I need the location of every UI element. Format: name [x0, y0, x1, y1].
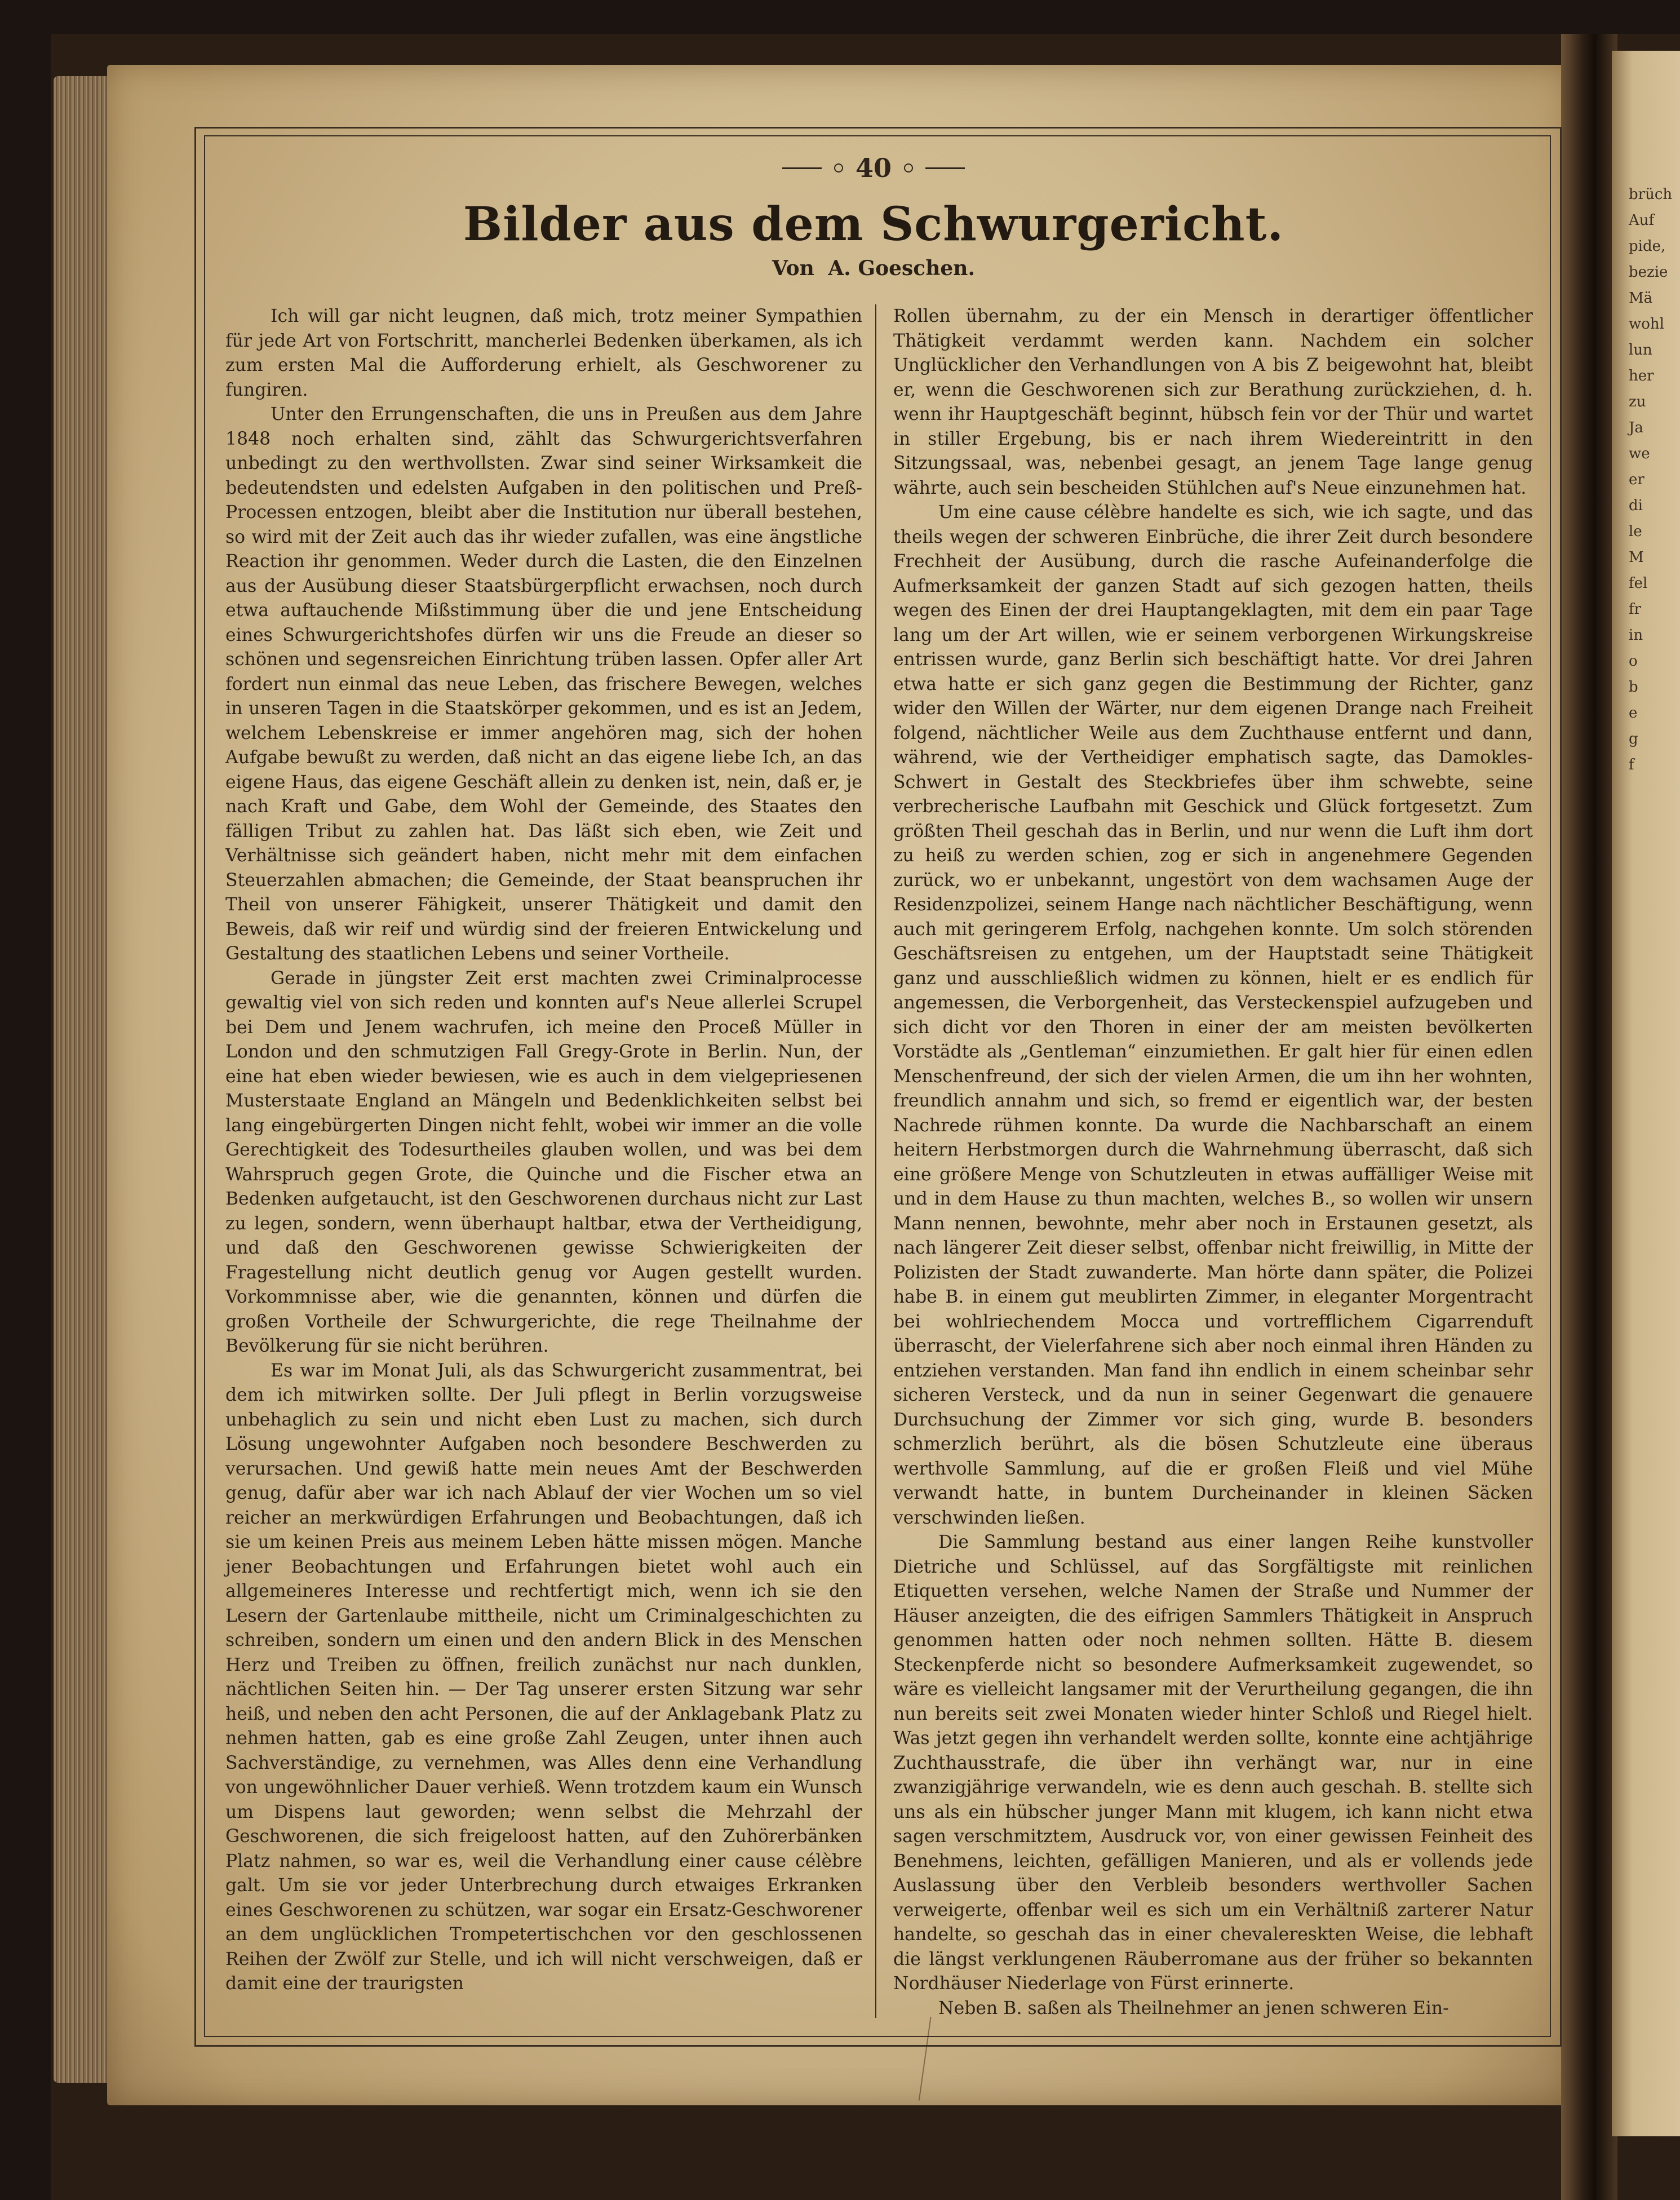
paragraph: Die Sammlung bestand aus einer langen Reihe kunstvoller Dietriche und Schlüssel, auf das Sorgfältigste mit reinlichen Etiquetten versehen, welche Namen der Straße und Nummer der Häuser anzeigten, die des eifrigen Sammlers Thätigkeit in Anspruch genommen hatten oder noch nehmen sollten. Hätte B. diesem Steckenpferde nicht so besondere Aufmerksamkeit zugewendet, so wäre es vielleicht langsamer mit der Verurtheilung gegangen, die ihn nun bereits seit zwei Monaten wieder hinter Schloß und Riegel hielt. Was jetzt gegen ihn verhandelt werden sollte, konnte eine achtjährige Zuchthausstrafe, die über ihn verhängt war, nur in eine zwanzigjährige verwandeln, wie es denn auch geschah. B. stellte sich uns als ein hübscher junger Mann mit klugem, ich kann nicht etwa sagen verschmitztem, Ausdruck vor, von einer gewissen Feinheit des Benehmens, leichten, gefälligen Manieren, und als er vollends jede Auslassung über den Verbleib besonders werthvoller Sachen verweigerte, offenbar weil es sich um ein Verhältniß zarterer Natur handelte, so geschah das in einer chevalereskten Weise, die lebhaft die längst verklungenen Räuberromane aus der früher so bekannten Nordhäuser Niederlage von Fürst erinnerte. — [893, 1532, 1533, 1994]
page-number: 40 — [855, 153, 892, 183]
next-page-fragment: pide, — [1629, 238, 1666, 255]
next-page-fragment: Mä — [1629, 290, 1653, 307]
header-ornament-left — [834, 163, 843, 172]
next-page-fragment: fel — [1629, 575, 1648, 592]
paragraph: Rollen übernahm, zu der ein Mensch in derartiger öffentlicher Thätigkeit verdammt werden kann. Nachdem ein solcher Unglücklicher den Verhandlungen von A bis Z beigewohnt hat, bleibt er, wenn die Geschworenen sich zur Berathung zurückziehen, d. h. wenn ihr Hauptgeschäft beginnt, hübsch fein vor der Thür und wartet in stiller Ergebung, bis er nach ihrem Wiedereintritt in den Sitzungssaal, was, nebenbei gesagt, an jenem Tage lange genug währte, auch sein bescheiden Stühlchen auf's Neue einzunehmen hat. — [893, 306, 1533, 498]
paragraph: Unter den Errungenschaften, die uns in Preußen aus dem Jahre 1848 noch erhalten sind, zählt das Schwurgerichtsverfahren unbedingt zu den werthvollsten. Zwar sind seiner Wirksamkeit die bedeutendsten und edelsten Aufgaben in den politischen und Preß-Processen entzogen, bleibt aber die Institution nur überall bestehen, so wird mit der Zeit auch das ihr wieder zufallen, was eine ängstliche Reaction ihr genommen. Weder durch die Lasten, die den Einzelnen aus der Ausübung dieser Staatsbürgerpflicht erwachsen, noch durch etwa auftauchende Mißstimmung über die und jene Entscheidung eines Schwurgerichtshofes dürfen wir uns die Freude an dieser so schönen und segensreichen Einrichtung trüben lassen. Opfer aller Art fordert nun einmal das neue Leben, das frischere Bewegen, welches in unseren Tagen in die Staatskörper gekommen, und es ist an Jedem, welchem Lebenskreise er immer angehören mag, sich der hohen Aufgabe bewußt zu werden, daß nicht an das eigene liebe Ich, an das eigene Haus, das eigene Geschäft allein zu denken ist, nein, daß er, je nach Kraft und Gabe, dem Wohl der Gemeinde, des Staates den fälligen Tribut zu zahlen hat. Das läßt sich eben, wie Zeit und Verhältnisse sich geändert haben, nicht mehr mit dem einfachen Steuerzahlen abmachen; die Gemeinde, der Staat beanspruchen ihr Theil von unserer Fähigkeit, unserer Thätigkeit und damit den Beweis, daß wir reif und würdig sind der freieren Entwickelung und Gestaltung des staatlichen Lebens und seiner Vortheile. — [225, 404, 862, 964]
paragraph: Gerade in jüngster Zeit erst machten zwei Criminalprocesse gewaltig viel von sich reden und konnten auf's Neue allerlei Scrupel bei Dem und Jenem wachrufen, ich meine den Proceß Müller in London und den schmutzigen Fall Gregy-Grote in Berlin. Nun, der eine hat eben wieder bewiesen, wie es auch in dem vielgepriesenen Musterstaate England an Mängeln und Bedenklichkeiten selbst bei lang eingebürgerten Dingen nicht fehlt, wobei wir immer an die volle Gerechtigkeit des Todesurtheiles glauben wollen, und was bei dem Wahrspruch gegen Grote, die Quinche und die Fischer etwa an Bedenken aufgetaucht, ist den Geschworenen durchaus nicht zur Last zu legen, sondern, wenn überhaupt haltbar, etwa der Vertheidigung, und daß den Geschworenen gewisse Schwierigkeiten der Fragestellung nicht deutlich genug vor Augen gestellt wurden. Vorkommnisse aber, wie die genannten, können und dürfen die großen Vortheile der Schwurgerichte, die rege Theilnahme der Bevölkerung für sie nicht berühren. — [225, 968, 862, 1356]
next-page-fragment: Ja — [1629, 419, 1643, 436]
next-page-fragment: M — [1629, 549, 1644, 566]
next-page-fragment: brüch — [1629, 186, 1673, 203]
next-page-fragment: o — [1629, 653, 1638, 670]
next-page-edge — [1612, 51, 1680, 2136]
next-page-fragment: lun — [1629, 342, 1652, 358]
article-byline — [507, 256, 1240, 280]
next-page-fragment: in — [1629, 627, 1643, 644]
column-divider — [875, 304, 876, 2018]
next-page-fragment: er — [1629, 471, 1644, 488]
next-page-fragment: zu — [1629, 393, 1646, 410]
next-page-fragment: di — [1629, 497, 1643, 514]
paragraph: Neben B. saßen als Theilnehmer an jenen schweren Ein- — [938, 1998, 1449, 2018]
article-title: Bilder aus dem Schwurgericht. — [463, 197, 1284, 251]
next-page-fragment: f — [1629, 756, 1634, 773]
byline-prefix: Von — [772, 256, 814, 280]
next-page-fragment: b — [1629, 679, 1638, 696]
paragraph: Es war im Monat Juli, als das Schwurgericht zusammentrat, bei dem ich mitwirken sollte. Der Juli pflegt in Berlin vorzugsweise unbehaglich zu sein und nicht eben Lust zu machen, sich durch Lösung ungewohnter Aufgaben noch besondere Beschwerden zu verursachen. Und gewiß hatte mein neues Amt der Beschwerden genug, dafür aber war ich nach Ablauf der vier Wochen um so viel reicher an merkwürdigen Erfahrungen und Beobachtungen, daß ich sie um keinen Preis aus meinem Leben hätte missen mögen. Manche jener Beobachtungen und Erfahrungen bietet wohl auch ein allgemeineres Interesse und rechtfertigt mich, wenn ich sie den Lesern der Gartenlaube mittheile, nicht um Criminalgeschichten zu schreiben, sondern um einen und den andern Blick in des Menschen Herz und Treiben zu öffnen, freilich zunächst nur nach dunklen, nächtlichen Seiten hin. — Der Tag unserer ersten Sitzung war sehr heiß, und neben den acht Personen, die auf der Anklagebank Platz zu nehmen hatten, gab es eine große Zahl Zeugen, unter ihnen auch Sachverständige, zu vernehmen, was Alles denn eine Verhandlung von ungewöhnlicher Dauer verhieß. Wenn trotzdem kaum ein Wunsch um Dispens laut geworden; wenn selbst die Mehrzahl der Geschworenen, die sich freigeloost hatten, auf den Zuhörerbänken Platz nahmen, so war es, weil die Verhandlung einer cause célèbre galt. Um sie vor jeder Unterbrechung durch etwaiges Erkranken eines Geschworenen zu schützen, war sogar ein Ersatz-Geschworener an dem unglücklichen Trompetertischchen vor den geschlossenen Reihen der Zwölf zur Stelle, und ich will nicht verschweigen, daß er damit eine der traurigsten — [225, 1360, 862, 1994]
next-page-fragment: g — [1629, 731, 1638, 747]
header-ornament-right — [904, 163, 913, 172]
next-page-fragment: bezie — [1629, 264, 1668, 281]
byline-author: A. Goeschen. — [828, 256, 975, 280]
header-rule-right — [925, 167, 965, 169]
next-page-fragment: we — [1629, 445, 1650, 462]
next-page-fragment: le — [1629, 523, 1642, 540]
book-gutter — [1561, 34, 1617, 2200]
left-column — [225, 304, 862, 1997]
header-rule-left — [782, 167, 822, 169]
next-page-fragment: her — [1629, 368, 1654, 384]
next-page-fragment: e — [1629, 705, 1638, 721]
paragraph: Ich will gar nicht leugnen, daß mich, trotz meiner Sympathien für jede Art von Fortschritt, mancherlei Bedenken überkamen, als ich zum ersten Mal die Aufforderung erhielt, als Geschworener zu fungiren. — [225, 306, 862, 400]
next-page-fragment: wohl — [1629, 316, 1664, 333]
next-page-fragment: Auf — [1629, 212, 1655, 229]
page-number-header — [676, 151, 1071, 185]
next-page-fragment: fr — [1629, 601, 1642, 618]
right-column — [893, 304, 1533, 2021]
paragraph: Um eine cause célèbre handelte es sich, wie ich sagte, und das theils wegen der schweren Einbrüche, die ihrer Zeit durch besondere Frechheit der Ausübung, durch die rasche Aufeinanderfolge die Aufmerksamkeit der ganzen Stadt auf sich gezogen hatten, theils wegen des Einen der drei Hauptangeklagten, mit dem ein paar Tage lang um der Art willen, wie er seinem verborgenen Wirkungskreise entrissen wurde, ganz Berlin sich beschäftigt hatte. Vor drei Jahren etwa hatte er sich ganz gegen die Bestimmung der Richter, ganz wider den Willen der Wärter, nur dem eigenen Drange nach Freiheit folgend, nächtlicher Weile aus dem Zuchthause entfernt und dann, während, wie der Vertheidiger emphatisch sagte, das Damokles-Schwert in Gestalt des Steckbriefes über ihm schwebte, seine verbrecherische Laufbahn mit Geschick und Glück fortgesetzt. Zum größten Theil geschah das in Berlin, und nur wenn die Luft ihm dort zu heiß zu werden schien, zog er sich in angenehmere Gegenden zurück, wo er unbekannt, ungestört von dem wachsamen Auge der Residenzpolizei, seinem Hange nach nächtlicher Beschäftigung, wenn auch mit geringerem Erfolg, nachgehen konnte. Um solch störenden Geschäftsreisen zu entgehen, um der Hauptstadt seine Thätigkeit ganz und ausschließlich widmen zu können, hielt er es endlich für angemessen, die Verborgenheit, das Versteckenspiel aufzugeben und sich dicht vor den Thoren in einer der am meisten bevölkerten Vorstädte als „Gentleman“ einzumiethen. Er galt hier für einen edlen Menschenfreund, der sich der vielen Armen, die um ihn her wohnten, freundlich annahm und sich, so fremd er eigentlich war, der besten Nachrede rühmen konnte. Da wurde die Nachbarschaft an einem heitern Herbstmorgen durch die Wahrnehmung überrascht, daß sich eine größere Menge von Schutzleuten in etwas auffälliger Weise mit und in dem Hause zu thun machten, welches B., so wollen wir unsern Mann nennen, bewohnte, mehr aber noch in Erstaunen gesetzt, als nach längerer Zeit dieser selbst, offenbar nicht freiwillig, in Mitte der Polizisten der Stadt zuwanderte. Man hörte dann später, die Polizei habe B. in einem gut meublirten Zimmer, in eleganter Morgentracht bei wohlriechendem Mocca und vortrefflichem Cigarrenduft überrascht, der Vielerfahrene sich aber noch einmal ihren Händen zu entziehen verstanden. Man fand ihn endlich in einem scheinbar sehr sicheren Versteck, und da nun in seiner Gegenwart die genauere Durchsuchung der Zimmer vor sich ging, wurde B. besonders schmerzlich berührt, als die bösen Schutzleute eine überaus werthvolle Sammlung, auf die er großen Fleiß und viel Mühe verwandt hatte, in buntem Durcheinander in kleinen Säcken verschwinden ließen. — [893, 502, 1533, 1528]
